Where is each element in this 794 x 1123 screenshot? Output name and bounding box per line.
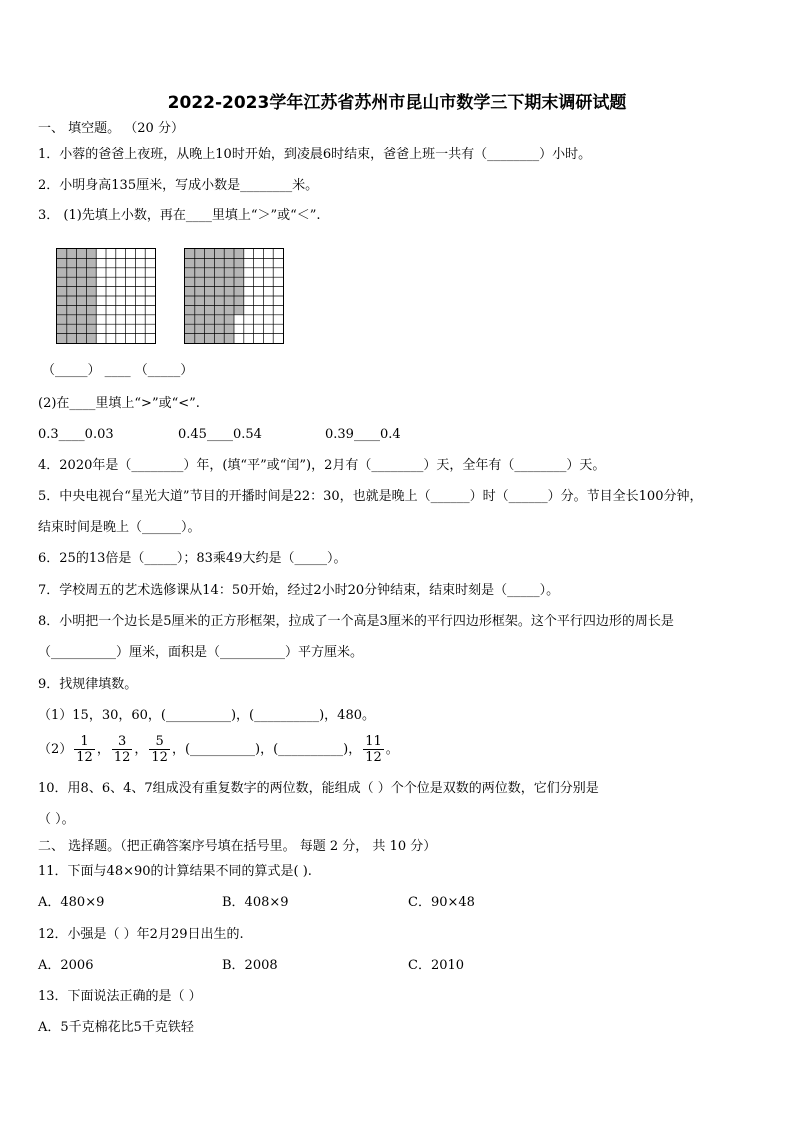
question-9-part1: （1）15，30，60，(__________)，(__________)，480。	[38, 708, 375, 723]
question-3-part2: (2)在____里填上“>”或“<”.	[38, 396, 200, 411]
question-11-option-c: C．90×48	[408, 895, 475, 910]
question-10-line1: 10．用8、6、4、7组成没有重复数字的两位数，能组成（ ）个个位是双数的两位数，它们分别是	[38, 781, 599, 796]
denominator: 12	[151, 750, 168, 765]
question-12: 12．小强是（ ）年2月29日出生的.	[38, 927, 244, 942]
denominator: 12	[113, 750, 131, 765]
question-3-answer-blanks: （_____） ____ （_____）	[42, 363, 194, 378]
question-2: 2．小明身高135厘米，写成小数是________米。	[38, 178, 319, 193]
question-9: 9．找规律填数。	[38, 677, 138, 692]
question-12-option-a: A．2006	[38, 958, 94, 973]
question-10-line2: （ ）。	[38, 812, 75, 827]
question-11-option-a: A．480×9	[38, 895, 105, 910]
shaded-grid-left	[56, 248, 156, 344]
question-13-option-a: A．5千克棉花比5千克铁轻	[38, 1020, 194, 1035]
question-8-line2: （__________）厘米，面积是（__________）平方厘米。	[38, 645, 364, 660]
question-4: 4．2020年是（________）年，(填“平”或“闰”)，2月有（________）天，全年有（________）天。	[38, 458, 606, 473]
page-title: 2022-2023学年江苏省苏州市昆山市数学三下期末调研试题	[167, 93, 627, 113]
question-13: 13．下面说法正确的是（ ）	[38, 989, 202, 1004]
shaded-grid-right	[184, 248, 284, 344]
compare-item-1: 0.3____0.03	[38, 427, 114, 442]
fraction-5-12	[149, 734, 170, 765]
question-9-part2: （2） $\frac{1}{12}$ ， $\frac{3}{12}$ ， $\frac{5}{12}$ ，(__________)，(__________)， $\frac{11}{12}$ 。	[38, 734, 399, 765]
part2-blanks: ，(__________)，(__________)，	[171, 742, 362, 757]
question-5-line2: 结束时间是晚上（______）。	[38, 520, 201, 535]
numerator: 1	[74, 734, 95, 750]
fraction-1-12	[74, 734, 95, 765]
part2-end: 。	[385, 742, 399, 757]
section-fill-blank-heading: 一、 填空题。 （20 分）	[38, 121, 184, 136]
question-12-option-c: C．2010	[408, 958, 465, 973]
question-3: 3． (1)先填上小数，再在____里填上“＞”或“＜”.	[38, 208, 321, 223]
compare-item-3: 0.39____0.4	[325, 427, 401, 442]
question-5-line1: 5．中央电视台“星光大道”节目的开播时间是22：30，也就是晚上（______）时（______）分。节目全长100分钟，	[38, 489, 703, 504]
question-8-line1: 8．小明把一个边长是5厘米的正方形框架，拉成了一个高是3厘米的平行四边形框架。这个平行四边形的周长是	[38, 614, 674, 629]
question-6: 6．25的13倍是（_____）；83乘49大约是（_____）。	[38, 551, 347, 566]
question-1: 1．小蓉的爸爸上夜班，从晚上10时开始，到凌晨6时结束，爸爸上班一共有（________）小时。	[38, 147, 592, 162]
part2-prefix: （2）	[38, 742, 73, 757]
fraction-3-12	[112, 734, 133, 765]
question-12-option-b: B．2008	[222, 958, 278, 973]
question-11-option-b: B．408×9	[222, 895, 289, 910]
compare-item-2: 0.45____0.54	[178, 427, 262, 442]
question-7: 7．学校周五的艺术选修课从14：50开始，经过2小时20分钟结束，结束时刻是（_____）。	[38, 583, 560, 598]
section-choice-heading: 二、 选择题。（把正确答案序号填在括号里。 每题 2 分， 共 10 分）	[38, 839, 437, 854]
fraction-11-12	[363, 734, 384, 765]
denominator: 12	[365, 750, 382, 765]
denominator: 12	[76, 750, 93, 765]
numerator: 11	[365, 734, 382, 749]
numerator: 3	[112, 734, 133, 750]
numerator: 5	[149, 734, 170, 750]
question-11: 11．下面与48×90的计算结果不同的算式是( ).	[38, 864, 312, 879]
